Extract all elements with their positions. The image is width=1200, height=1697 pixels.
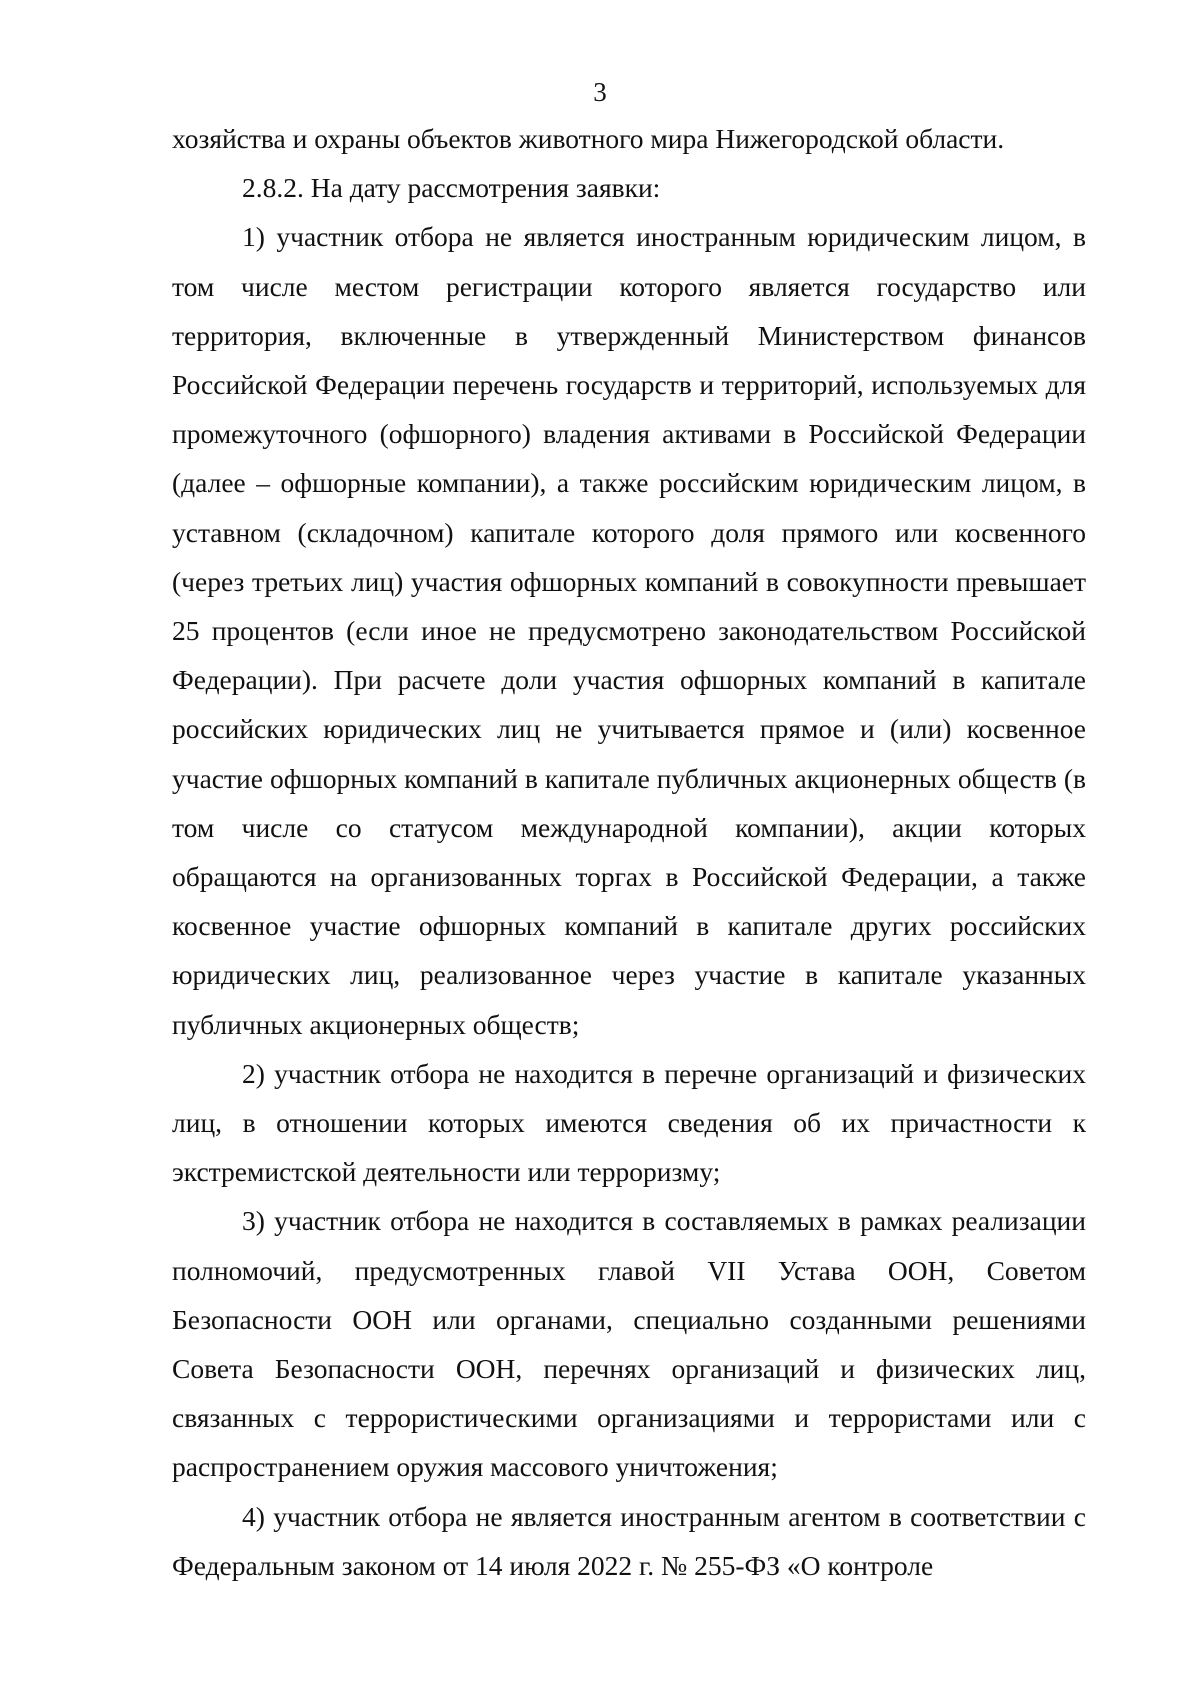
paragraph-item-3: 3) участник отбора не находится в составляемых в рамках реализации полномочий, предусмотренных главой VII Устава ООН, Советом Безопасности ООН или органами, специально созданными решениями Совета Безопасности ООН, перечнях организаций и физических лиц, связанных с террористическими организациями и террористами или с распространением оружия массового уничтожения; bbox=[172, 1205, 1086, 1483]
paragraph-item-4: 4) участник отбора не является иностранным агентом в соответствии с Федеральным законом от 14 июля 2022 г. № 255-ФЗ «О контроле bbox=[172, 1500, 1086, 1581]
paragraph-clause-2-8-2: 2.8.2. На дату рассмотрения заявки: bbox=[242, 172, 661, 204]
paragraph-item-1: 1) участник отбора не является иностранным юридическим лицом, в том числе местом регистрации которого является государство или территория, включенные в утвержденный Министерством финансов Российской Федерации перечень государств и территорий, используемых для промежуточного (офшорного) владения активами в Российской Федерации (далее – офшорные компании), а также российским юридическим лицом, в уставном (складочном) капитале которого доля прямого или косвенного (через третьих лиц) участия офшорных компаний в совокупности превышает 25 процентов (если иное не предусмотрено законодательством Российской Федерации). При расчете доли участия офшорных компаний в капитале российских юридических лиц не учитывается прямое и (или) косвенное участие офшорных компаний в капитале публичных акционерных обществ (в том числе со статусом международной компании), акции которых обращаются на организованных торгах в Российской Федерации, а также косвенное участие офшорных компаний в капитале других российских юридических лиц, реализованное через участие в капитале указанных публичных акционерных обществ; bbox=[172, 221, 1086, 1040]
document-body bbox=[172, 114, 1086, 1590]
paragraph-continuation: хозяйства и охраны объектов животного мира Нижегородской области. bbox=[172, 123, 1005, 154]
paragraph-item-2: 2) участник отбора не находится в перечне организаций и физических лиц, в отношении которых имеются сведения об их причастности к экстремистской деятельности или терроризму; bbox=[172, 1057, 1086, 1188]
page-number: 3 bbox=[593, 77, 607, 107]
